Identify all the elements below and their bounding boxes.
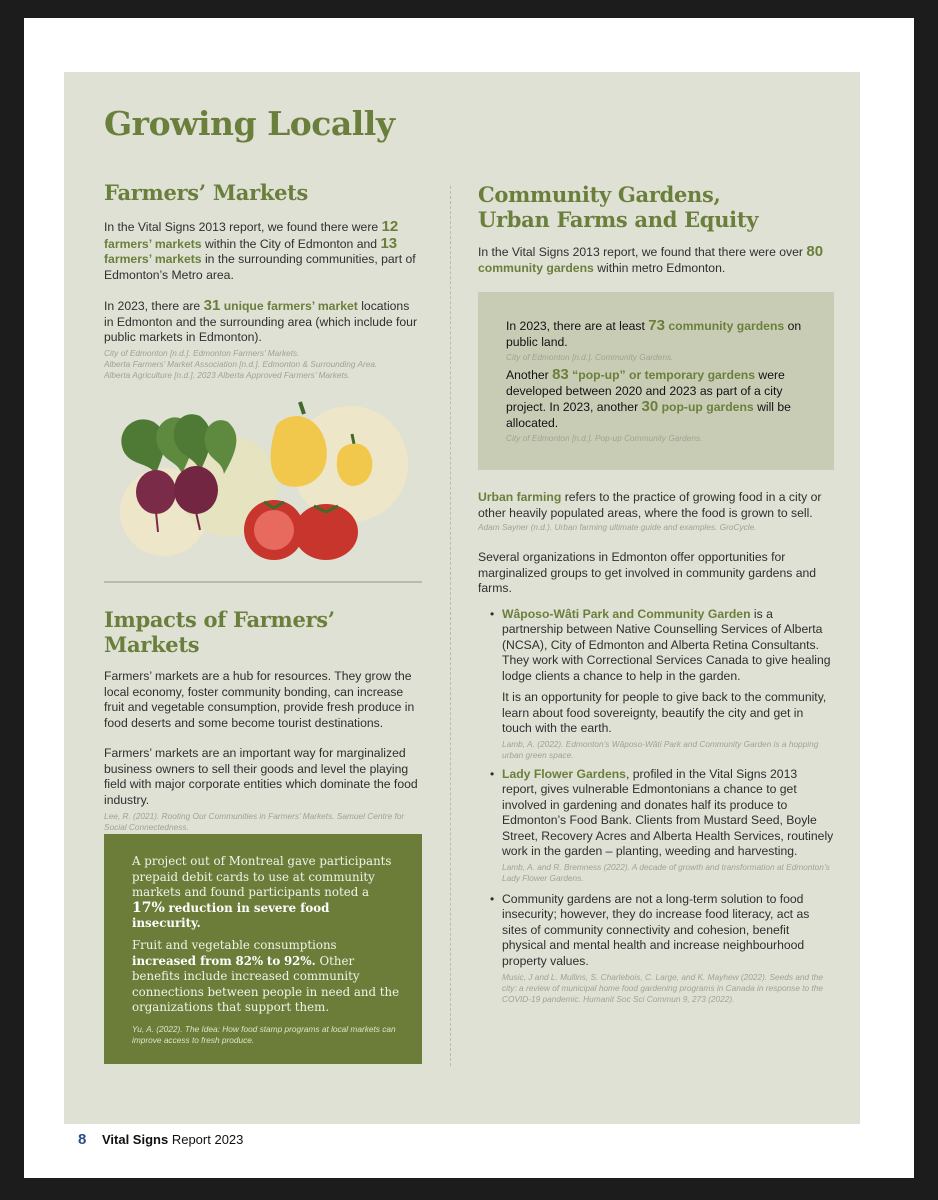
list-item: • Lady Flower Gardens, profiled in the Vital Signs 2013 report, gives vulnerable Edmontonians a chance to get involved in gardening and donates half its produce to Edmonton’s Food Bank. Clients from Mustard Seed, Boyle Street, Recovery Acres and Alberta Health Services, routinely work in the garden – planting, weeding and harvesting. Lamb, A. and R. Bremness (2022). A decade of growth and transformation at Edmonton’s Lady Flower Gardens.: [478, 767, 834, 884]
impacts-citation: Lee, R. (2021). Rooting Our Communities in Farmers’ Markets. Samuel Centre for Social Connectedness.: [104, 811, 405, 832]
footer-brand: Vital Signs: [101, 1132, 169, 1147]
organizations-list: [478, 607, 834, 1006]
montreal-project-callout: [104, 834, 422, 1064]
stat-30: 30: [641, 398, 659, 415]
list-item: • Wâposo-Wâti Park and Community Garden is a partnership between Native Counselling Services of Alberta (NCSA), City of Edmonton and Alberta Retina Consultants. They work with Correctional Services Canada to give healing lodge clients a chance to help in the garden. It is an opportunity for people to give back to the community, learn about food sovereignty, beautify the city and get in touch with the earth. Lamb, A. (2022). Edmonton’s Wâposo-Wâti Park and Community Garden is a hopping urban green space.: [478, 607, 834, 761]
page-title: Growing Locally: [104, 104, 395, 143]
callout-paragraph-2: Fruit and vegetable consumptions increased from 82% to 92%. Other benefits include increased community connections between people in need and the organizations that support them.: [132, 937, 400, 1015]
callout-gardens-citation-1: City of Edmonton [n.d.]. Community Gardens.: [506, 352, 674, 362]
farmers-markets-citation-2: Alberta Farmers’ Market Association [n.d.]. Edmonton & Surrounding Area.: [104, 358, 378, 369]
callout-paragraph-1: A project out of Montreal gave participants prepaid debit cards to use at community markets and found participants noted a 17% reduction in severe food insecurity.: [132, 854, 392, 931]
community-gardens-callout: [478, 292, 834, 470]
page-number: 8: [78, 1131, 87, 1148]
stat-13: 13: [380, 234, 398, 252]
organizations-intro: Several organizations in Edmonton offer opportunities for marginalized groups to get involved in community gardens and farms.: [478, 550, 817, 595]
urban-farming-citation: Adam Sayner (n.d.). Urban farming ultimate guide and examples. GroCycle.: [478, 522, 757, 532]
callout-gardens-citation-2: City of Edmonton [n.d.]. Pop-up Community Gardens.: [506, 433, 703, 443]
page-footer: [78, 1131, 243, 1148]
tomato-icon: [294, 504, 358, 560]
urban-farming-paragraph: Urban farming refers to the practice of growing food in a city or other heavily populated areas, where the food is grown to sell.: [478, 490, 822, 520]
callout-gardens-paragraph-1: In 2023, there are at least 73 community gardens on public land.: [506, 317, 802, 349]
footer-report: Report 2023: [171, 1132, 244, 1147]
impacts-heading: Impacts of Farmers’ Markets: [104, 607, 335, 657]
urban-farming-section: [478, 490, 834, 1005]
farmers-markets-paragraph-2: In 2023, there are 31 unique farmers’ market locations in Edmonton and the surrounding area (which include four public markets in Edmonton).: [104, 297, 418, 344]
impacts-section: [104, 607, 422, 833]
farmers-markets-paragraph-1: In the Vital Signs 2013 report, we found there were 12 farmers’ markets within the City of Edmonton and 13 farmers’ markets in the surrounding communities, part of Edmonton’s Metro area.: [104, 218, 416, 282]
list-item: • Community gardens are not a long-term solution to food insecurity; however, they do increase food literacy, act as sites of community connectivity and cohesion, benefit physical and mental health and increase neighbourhood property values. Music, J and L. Mullins, S. Charlebois, C. Large, and K. Mayhew (2022). Seeds and the city: a review of municipal home food gardening programs in Canada in response to the COVID-19 pandemic. Humanit Soc Sci Commun 9, 273 (2022).: [478, 892, 834, 1006]
stat-80: 80: [806, 243, 824, 260]
community-gardens-section: [478, 182, 834, 276]
farmers-markets-citation-3: Alberta Agriculture [n.d.]. 2023 Alberta Approved Farmers’ Markets.: [104, 369, 351, 380]
stat-12: 12: [381, 218, 399, 235]
farmers-markets-citation-1: City of Edmonton [n.d.]. Edmonton Farmers’ Markets.: [104, 347, 300, 358]
farmers-markets-section: [104, 180, 422, 381]
stat-83: 83: [552, 366, 569, 383]
impacts-paragraph-2: Farmers’ markets are an important way for marginalized business owners to sell their goods and level the playing field with major corporate entities which dominate the food industry.: [104, 746, 418, 807]
callout-gardens-paragraph-2: Another 83 “pop-up” or temporary gardens were developed between 2020 and 2023 as part of a city project. In 2023, another 30 pop-up gardens will be allocated.: [506, 366, 791, 430]
column-divider: [450, 186, 451, 1066]
community-gardens-heading: Community Gardens, Urban Farms and Equity: [478, 182, 759, 232]
callout-citation: Yu, A. (2022). The Idea: How food stamp programs at local markets can improve access to fresh produce.: [132, 1023, 396, 1045]
stat-73: 73: [648, 317, 665, 334]
community-gardens-paragraph: In the Vital Signs 2013 report, we found that there were over 80 community gardens within metro Edmonton.: [478, 243, 824, 275]
impacts-paragraph-1: Farmers’ markets are a hub for resources. They grow the local economy, foster community bonding, can increase fruit and vegetable consumption, provide fresh produce in food deserts and some become tourist destinations.: [104, 669, 415, 730]
section-divider: [104, 581, 422, 583]
stat-31: 31: [203, 297, 221, 314]
farmers-markets-heading: Farmers’ Markets: [104, 180, 309, 205]
yellow-pepper-icon: [271, 402, 327, 487]
vegetables-illustration: [104, 392, 422, 568]
